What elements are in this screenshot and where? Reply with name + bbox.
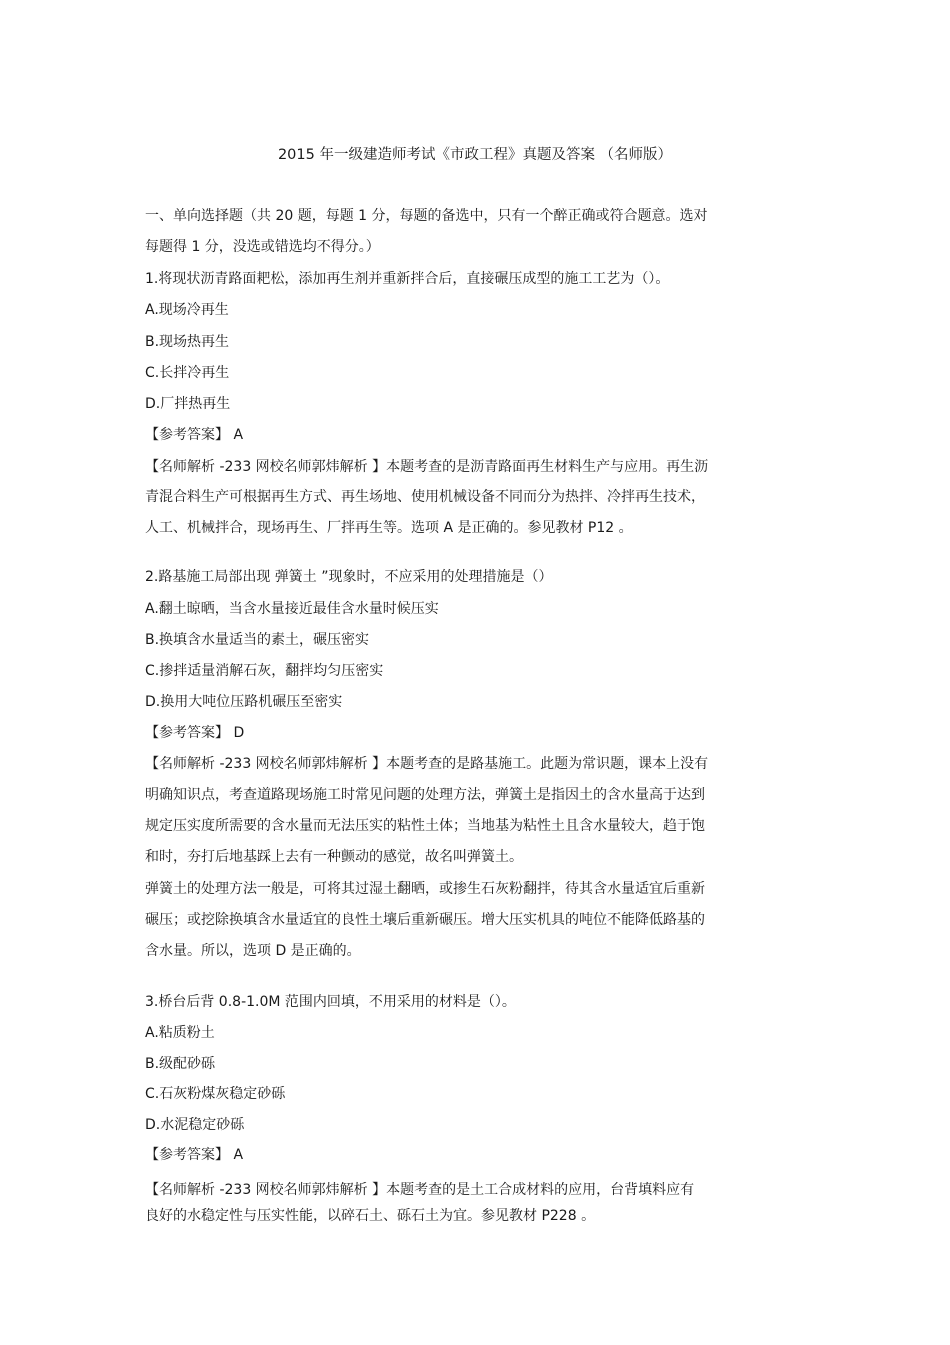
question-2-analysis-line-1: 【名师解析 -233 网校名师郭炜解析 】本题考查的是路基施工。此题为常识题，课本上没有 — [145, 756, 709, 772]
question-2-analysis-line-3: 规定压实度所需要的含水量而无法压实的粘性土体；当地基为粘性土且含水量较大，趋于饱 — [145, 818, 705, 834]
question-3-option-d: D.水泥稳定砂砾 — [145, 1117, 245, 1133]
intro-line-1: 一、单向选择题（共 20 题，每题 1 分，每题的备选中，只有一个醉正确或符合题意。选对 — [145, 208, 708, 224]
question-1-analysis-line-1: 【名师解析 -233 网校名师郭炜解析 】本题考查的是沥青路面再生材料生产与应用。再生沥 — [145, 459, 709, 475]
question-2-option-c: C.掺拌适量消解石灰，翻拌均匀压密实 — [145, 663, 384, 679]
question-1-analysis-line-2: 青混合料生产可根据再生方式、再生场地、使用机械设备不同而分为热拌、冷拌再生技术， — [145, 489, 705, 505]
question-1-option-a: A.现场冷再生 — [145, 302, 229, 318]
question-2-option-b: B.换填含水量适当的素土，碾压密实 — [145, 632, 370, 648]
question-2-analysis-line-6: 碾压；或挖除换填含水量适宜的良性土壤后重新碾压。增大压实机具的吨位不能降低路基的 — [145, 912, 705, 928]
question-2-answer: 【参考答案】 D — [145, 725, 245, 741]
question-2-analysis-line-4: 和时，夯打后地基踩上去有一种颤动的感觉，故名叫弹簧土。 — [145, 849, 523, 865]
question-2-analysis-line-5: 弹簧土的处理方法一般是，可将其过湿土翻晒，或掺生石灰粉翻拌，待其含水量适宜后重新 — [145, 881, 705, 897]
question-2-option-d: D.换用大吨位压路机碾压至密实 — [145, 694, 343, 710]
question-2-stem: 2.路基施工局部出现 弹簧土 ”现象时，不应采用的处理措施是（） — [145, 569, 553, 585]
question-3-stem: 3.桥台后背 0.8-1.0M 范围内回填，不用采用的材料是（）。 — [145, 994, 516, 1010]
question-1-option-b: B.现场热再生 — [145, 334, 230, 350]
question-3-analysis-line-2: 良好的水稳定性与压实性能，以碎石土、砾石土为宜。参见教材 P228 。 — [145, 1208, 596, 1224]
question-2-analysis-line-7: 含水量。所以，选项 D 是正确的。 — [145, 943, 361, 959]
question-1-option-d: D.厂拌热再生 — [145, 396, 231, 412]
question-2-analysis-line-2: 明确知识点，考查道路现场施工时常见问题的处理方法，弹簧土是指因土的含水量高于达到 — [145, 787, 705, 803]
question-3-analysis-line-1: 【名师解析 -233 网校名师郭炜解析 】本题考查的是土工合成材料的应用，台背填料应有 — [145, 1182, 695, 1198]
question-3-option-a: A.粘质粉土 — [145, 1025, 215, 1041]
question-3-option-c: C.石灰粉煤灰稳定砂砾 — [145, 1086, 286, 1102]
question-2-option-a: A.翻土晾晒，当含水量接近最佳含水量时候压实 — [145, 601, 439, 617]
question-3-answer: 【参考答案】 A — [145, 1147, 244, 1163]
question-3-option-b: B.级配砂砾 — [145, 1056, 216, 1072]
question-1-answer: 【参考答案】 A — [145, 427, 244, 443]
intro-line-2: 每题得 1 分，没选或错选均不得分。） — [145, 239, 380, 255]
question-1-analysis-line-3: 人工、机械拌合，现场再生、厂拌再生等。选项 A 是正确的。参见教材 P12 。 — [145, 520, 633, 536]
document-title: 2015 年一级建造师考试《市政工程》真题及答案 （名师版） — [277, 147, 673, 163]
question-1-stem: 1.将现状沥青路面耙松，添加再生剂并重新拌合后，直接碾压成型的施工工艺为（）。 — [145, 271, 670, 287]
question-1-option-c: C.长拌冷再生 — [145, 365, 230, 381]
